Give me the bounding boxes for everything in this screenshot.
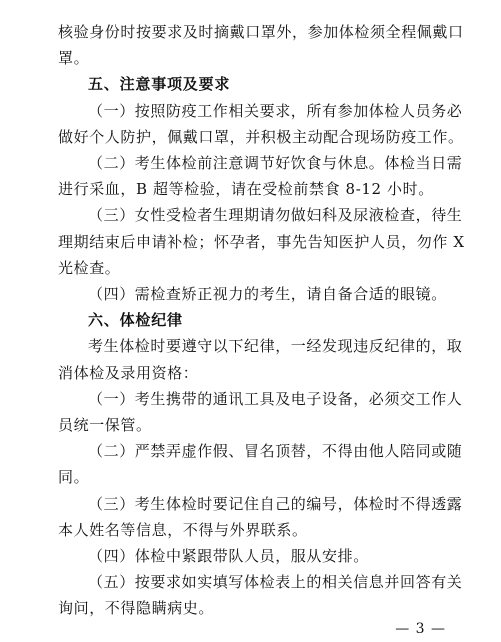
paragraph-line: 消体检及录用资格：: [58, 363, 199, 382]
paragraph-line: （一）考生携带的通讯工具及电子设备，必须交工作人: [88, 389, 463, 408]
section-heading: 六、体检纪律: [88, 311, 183, 330]
paragraph-line: 本人姓名等信息，不得与外界联系。: [58, 520, 308, 539]
paragraph-line: （四）体检中紧跟带队人员，服从安排。: [88, 547, 369, 565]
paragraph-line: （三）考生体检时要记住自己的编号，体检时不得透露: [88, 494, 463, 513]
paragraph-line: 理期结束后申请补检；怀孕者，事先告知医护人员，勿作 X: [58, 232, 465, 251]
paragraph-line: 询问，不得隐瞒病史。: [58, 599, 215, 618]
paragraph-line: 进行采血，B 超等检验，请在受检前禁食 8-12 小时。: [58, 180, 434, 199]
paragraph-line: （二）严禁弄虚作假、冒名顶替，不得由他人陪同或随: [88, 442, 463, 461]
page-number: — 3 —: [395, 621, 446, 637]
paragraph-line: （二）考生体检前注意调节好饮食与休息。体检当日需: [88, 154, 463, 172]
paragraph-line: 考生体检时要遵守以下纪律，一经发现违反纪律的，取: [88, 337, 463, 356]
paragraph-line: 罩。: [58, 49, 90, 68]
paragraph-line: （五）按要求如实填写体检表上的相关信息并回答有关: [88, 573, 463, 592]
paragraph-line: 员统一保管。: [58, 416, 152, 434]
paragraph-line: 核验身份时按要求及时摘戴口罩外，参加体检须全程佩戴口: [58, 23, 464, 41]
paragraph-line: （四）需检查矫正视力的考生，请自备合适的眼镜。: [88, 285, 447, 303]
paragraph-line: 光检查。: [58, 258, 121, 277]
paragraph-line: （一）按照防疫工作相关要求，所有参加体检人员务必: [88, 101, 463, 120]
paragraph-line: 同。: [58, 468, 90, 487]
section-heading: 五、注意事项及要求: [88, 75, 231, 94]
paragraph-line: 做好个人防护，佩戴口罩，并积极主动配合现场防疫工作。: [58, 127, 464, 146]
paragraph-line: （三）女性受检者生理期请勿做妇科及尿液检查，待生: [88, 206, 463, 225]
